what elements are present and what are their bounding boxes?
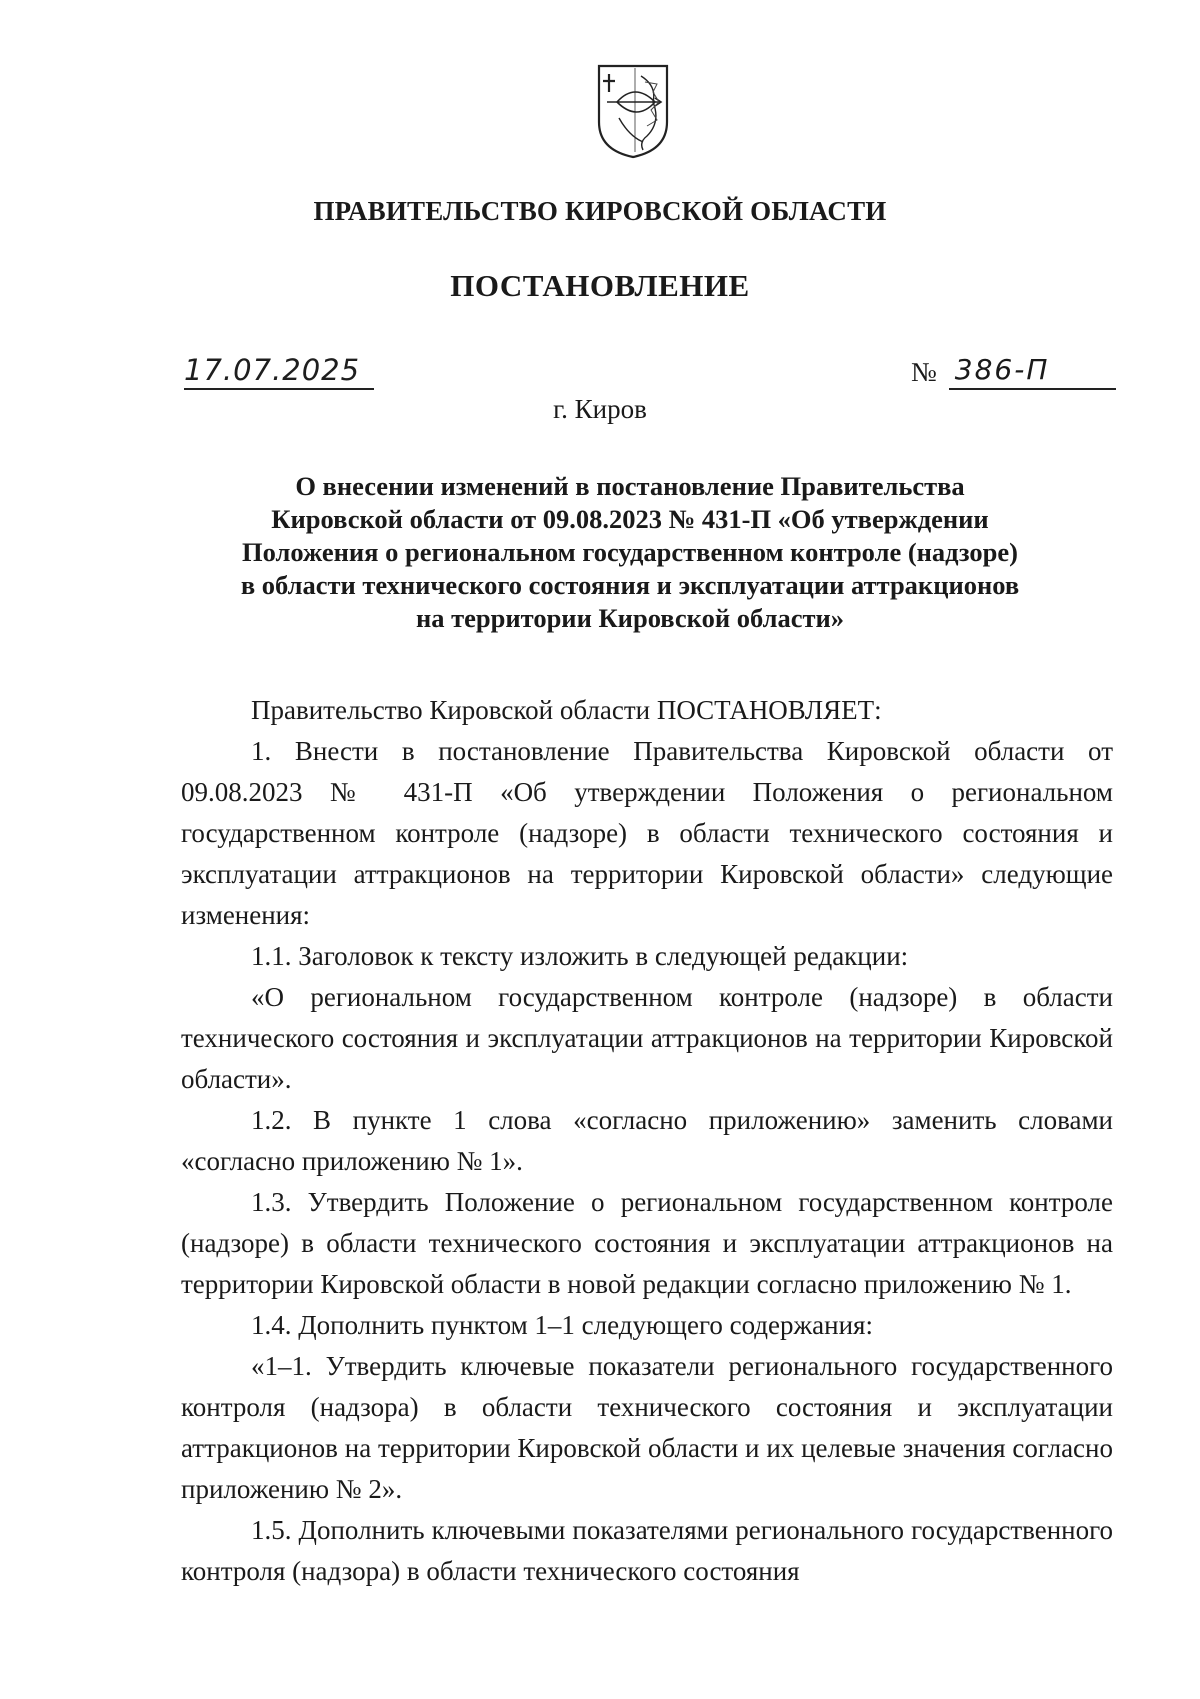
- paragraph-1-5: 1.5. Дополнить ключевыми показателями регионального государственного контроля (надзора) в области технического состояния: [181, 1515, 1113, 1586]
- document-type: ПОСТАНОВЛЕНИЕ: [450, 268, 750, 303]
- title-line: Положения о региональном государственном контроле (надзоре): [242, 537, 1018, 567]
- document-body: [181, 690, 1113, 1592]
- document-title: [180, 470, 1080, 635]
- organization-name: ПРАВИТЕЛЬСТВО КИРОВСКОЙ ОБЛАСТИ: [313, 196, 887, 226]
- paragraph-1: 1. Внести в постановление Правительства Кировской области от 09.08.2023 № 431-П «Об утверждении Положения о региональном государственном контроле (надзоре) в области технического состояния и эксплуатации аттракционов на территории Кировской области» следующие изменения:: [181, 736, 1113, 930]
- title-line: Кировской области от 09.08.2023 № 431-П «Об утверждении: [271, 504, 989, 534]
- paragraph-1-3: 1.3. Утвердить Положение о региональном государственном контроле (надзоре) в области технического состояния и эксплуатации аттракционов на территории Кировской области в новой редакции согласно приложению № 1.: [181, 1187, 1113, 1299]
- preamble: Правительство Кировской области ПОСТАНОВЛЯЕТ:: [251, 695, 882, 725]
- paragraph-1-1: 1.1. Заголовок к тексту изложить в следующей редакции:: [251, 941, 909, 971]
- paragraph-1-4-quote: «1–1. Утвердить ключевые показатели регионального государственного контроля (надзора) в области технического состояния и эксплуатации аттракционов на территории Кировской области и их целевые значения согласно приложению № 2».: [181, 1351, 1113, 1504]
- coat-of-arms-emblem: [595, 62, 671, 160]
- kirov-coat-of-arms-icon: [595, 62, 671, 160]
- document-number-field: [911, 352, 1116, 390]
- title-line: на территории Кировской области»: [415, 603, 844, 633]
- document-date: 17.07.2025: [184, 352, 374, 390]
- number-sign: №: [911, 357, 937, 387]
- city-name: г. Киров: [553, 394, 647, 424]
- paragraph-1-2: 1.2. В пункте 1 слова «согласно приложению» заменить словами «согласно приложению № 1».: [181, 1105, 1113, 1176]
- title-line: О внесении изменений в постановление Правительства: [295, 471, 965, 501]
- title-line: в области технического состояния и эксплуатации аттракционов: [240, 570, 1020, 600]
- paragraph-1-4: 1.4. Дополнить пунктом 1–1 следующего содержания:: [251, 1310, 873, 1340]
- document-number: 386-П: [949, 352, 1116, 390]
- paragraph-1-1-quote: «О региональном государственном контроле (надзоре) в области технического состояния и эксплуатации аттракционов на территории Кировской области».: [181, 982, 1113, 1094]
